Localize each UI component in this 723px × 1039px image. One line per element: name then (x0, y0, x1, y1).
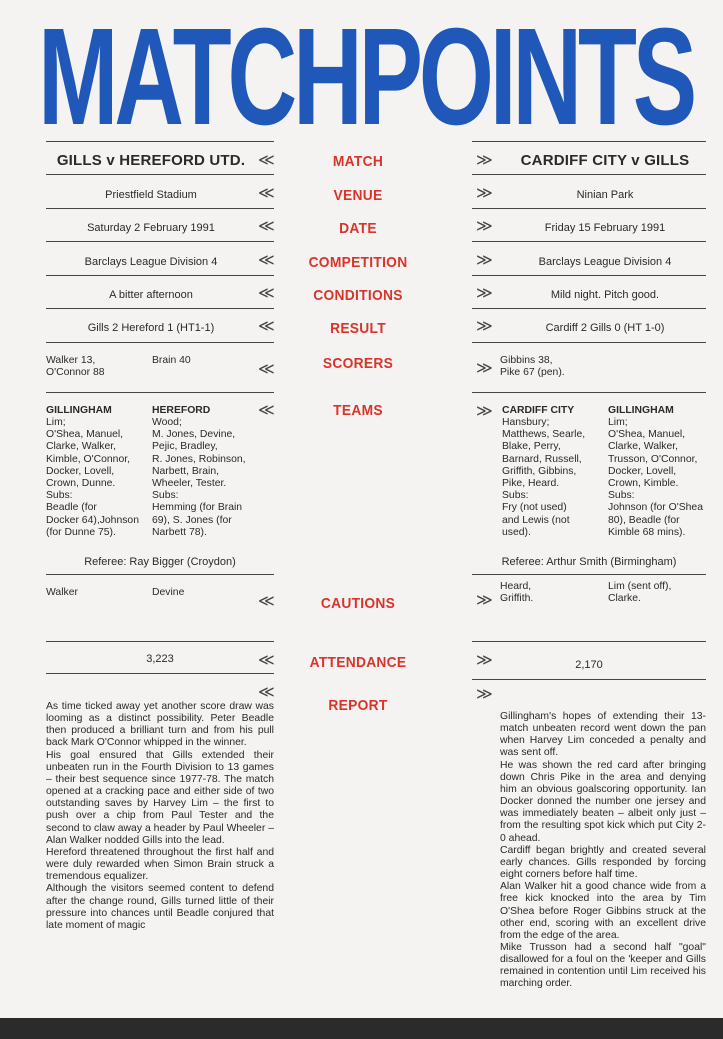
left-arrow-icon: ≪ (258, 402, 275, 419)
label-scorers: SCORERS (322, 355, 394, 372)
divider (472, 574, 706, 575)
left-cautions-away: Devine (152, 587, 185, 598)
divider (472, 208, 706, 209)
left-away-team-name: HEREFORD (152, 405, 211, 416)
left-cautions-home: Walker (46, 587, 78, 598)
divider (472, 308, 706, 309)
right-date: Friday 15 February 1991 (544, 222, 666, 234)
report-paragraph: He was shown the red card after bringing down Chris Pike in the area and denying him an obvious goalscoring opportunity. Ian Docker donned the number one jersey and was immediately beaten – albeit only just – from the resulting spot kick which put City 2-0 ahead. (500, 759, 706, 844)
label-result: RESULT (330, 320, 386, 337)
page-title: MATCHPOINTS (38, 0, 694, 154)
divider (46, 641, 274, 642)
divider (472, 141, 706, 142)
right-arrow-icon: ≫ (476, 285, 493, 302)
report-paragraph: Although the visitors seemed content to defend after the change round, Gills turned little of their pressure into chances until Beadle conjured that late moment of magic (46, 883, 274, 931)
report-paragraph: His goal ensured that Gills extended their unbeaten run in the Fourth Division to 13 games – their best sequence since 1977-78. The match opened at a cracking pace and either side of two outstanding saves by Harvey Lim – the first to push over a chip from Paul Tester and the second to claw away a header by Paul Wheeler – Alan Walker nodded Gills into the lead. (46, 749, 274, 846)
right-home-team-list: Hansbury; Matthews, Searle, Blake, Perry, Barnard, Russell, Griffith, Gibbins, Pike, Heard. Subs: Fry (not used) and Lewis (not used). (502, 417, 586, 538)
left-scorers-away: Brain 40 (152, 355, 191, 366)
left-away-team-list: Wood; M. Jones, Devine, Pejic, Bradley, R. Jones, Robinson, Narbett, Brain, Wheeler, Tester. Subs: Hemming (for Brain 69), S. Jones (for Narbett 78). (152, 417, 246, 538)
right-arrow-icon: ≫ (476, 360, 493, 377)
right-cautions-away: Lim (sent off), Clarke. (608, 581, 672, 605)
divider (472, 174, 706, 175)
left-arrow-icon: ≪ (258, 652, 275, 669)
report-paragraph: Mike Trusson had a second half "goal" disallowed for a foul on the 'keeper and Gills remained in contention until Lim received his marching order. (500, 941, 706, 990)
left-arrow-icon: ≪ (258, 361, 275, 378)
left-arrow-icon: ≪ (258, 684, 275, 701)
left-scorers-home: Walker 13, O'Connor 88 (46, 355, 105, 379)
divider (46, 392, 274, 393)
label-match: MATCH (332, 153, 384, 170)
left-referee: Referee: Ray Bigger (Croydon) (84, 556, 236, 568)
left-home-team-list: Lim; O'Shea, Manuel, Clarke, Walker, Kimble, O'Connor, Docker, Lovell, Crown, Dunne. Subs: Beadle (for Docker 64),Johnson (for Dunne 75). (46, 417, 139, 538)
right-arrow-icon: ≫ (476, 252, 493, 269)
left-home-team-name: GILLINGHAM (46, 405, 112, 416)
report-paragraph: Gillingham's hopes of extending their 13-match unbeaten record went down the pan when Harvey Lim conceded a penalty and was sent off. (500, 711, 706, 759)
right-scorers: Gibbins 38, Pike 67 (pen). (500, 355, 565, 379)
right-arrow-icon: ≫ (476, 185, 493, 202)
left-arrow-icon: ≪ (258, 218, 275, 235)
left-result: Gills 2 Hereford 1 (HT1-1) (87, 322, 215, 334)
divider (46, 275, 274, 276)
divider (46, 174, 274, 175)
left-conditions: A bitter afternoon (109, 289, 193, 301)
divider (472, 241, 706, 242)
right-arrow-icon: ≫ (476, 686, 493, 703)
divider (46, 673, 274, 674)
right-away-team-name: GILLINGHAM (608, 405, 674, 416)
right-home-team-name: CARDIFF CITY (502, 405, 575, 416)
right-competition: Barclays League Division 4 (538, 256, 672, 268)
right-arrow-icon: ≫ (476, 592, 493, 609)
report-paragraph: As time ticked away yet another score draw was looming as a distinct possibility. Peter Beadle then produced a brilliant turn and from his pull back Mark O'Connor whipped in the winner. (46, 701, 274, 749)
right-referee: Referee: Arthur Smith (Birmingham) (501, 556, 677, 568)
right-arrow-icon: ≫ (476, 652, 493, 669)
label-report: REPORT (328, 697, 388, 714)
left-attendance: 3,223 (146, 653, 174, 665)
right-arrow-icon: ≫ (476, 403, 493, 420)
right-arrow-icon: ≫ (476, 318, 493, 335)
report-paragraph: Alan Walker hit a good chance wide from a free kick knocked into the area by Tim O'Shea before Roger Gibbins struck at the other end, scoring with an excellent drive from the edge of the area. (500, 881, 706, 941)
left-arrow-icon: ≪ (258, 185, 275, 202)
right-attendance: 2,170 (575, 659, 603, 671)
left-date: Saturday 2 February 1991 (87, 222, 215, 234)
left-arrow-icon: ≪ (258, 152, 275, 169)
left-venue: Priestfield Stadium (105, 189, 197, 201)
divider (472, 275, 706, 276)
left-arrow-icon: ≪ (258, 593, 275, 610)
right-report (500, 711, 706, 991)
right-venue: Ninian Park (576, 189, 634, 201)
label-attendance: ATTENDANCE (309, 654, 407, 671)
left-match-title: GILLS v HEREFORD UTD. (56, 152, 246, 169)
left-arrow-icon: ≪ (258, 252, 275, 269)
divider (46, 241, 274, 242)
report-paragraph: Cardiff began brightly and created several early chances. Gills responded by forcing eight corners before half time. (500, 844, 706, 881)
right-result: Cardiff 2 Gills 0 (HT 1-0) (545, 322, 665, 334)
report-paragraph: Hereford threatened throughout the first half and were duly rewarded when Simon Brain struck a tremendous equalizer. (46, 846, 274, 883)
label-teams: TEAMS (333, 402, 383, 419)
left-arrow-icon: ≪ (258, 318, 275, 335)
label-date: DATE (339, 220, 377, 237)
divider (472, 679, 706, 680)
divider (46, 208, 274, 209)
label-cautions: CAUTIONS (320, 595, 396, 612)
footer-band (0, 1018, 723, 1039)
divider (472, 392, 706, 393)
right-away-team-list: Lim; O'Shea, Manuel, Clarke, Walker, Trusson, O'Connor, Docker, Lovell, Crown, Kimble. Subs: Johnson (for O'Shea 80), Beadle (for Kimble 68 mins). (608, 417, 703, 538)
left-competition: Barclays League Division 4 (84, 256, 218, 268)
divider (46, 574, 274, 575)
divider (46, 308, 274, 309)
divider (46, 141, 274, 142)
divider (472, 342, 706, 343)
left-arrow-icon: ≪ (258, 285, 275, 302)
right-cautions-home: Heard, Griffith. (500, 581, 534, 605)
right-match-title: CARDIFF CITY v GILLS (520, 152, 690, 169)
right-conditions: Mild night. Pitch good. (550, 289, 660, 301)
divider (472, 641, 706, 642)
label-venue: VENUE (333, 187, 383, 204)
label-conditions: CONDITIONS (313, 287, 403, 304)
right-arrow-icon: ≫ (476, 152, 493, 169)
divider (46, 342, 274, 343)
right-arrow-icon: ≫ (476, 218, 493, 235)
left-report (46, 701, 274, 932)
label-competition: COMPETITION (308, 254, 408, 271)
